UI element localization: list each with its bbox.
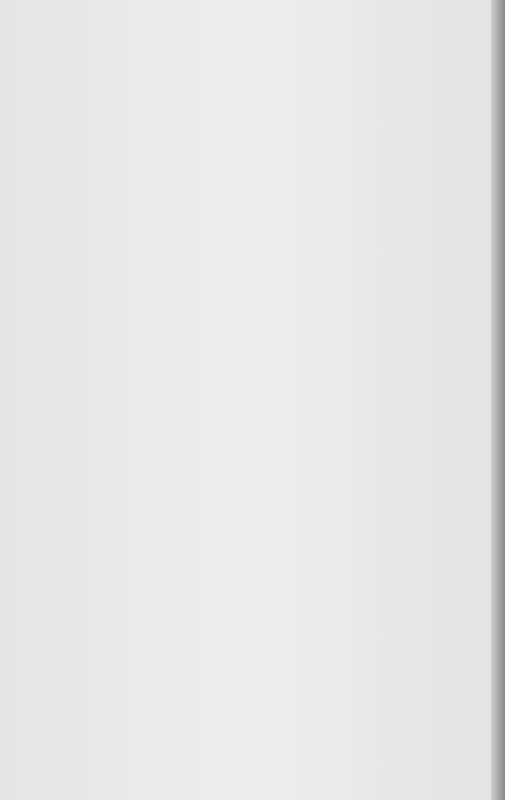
page-header (20, 6, 490, 26)
page-edge-shadow (491, 0, 505, 800)
